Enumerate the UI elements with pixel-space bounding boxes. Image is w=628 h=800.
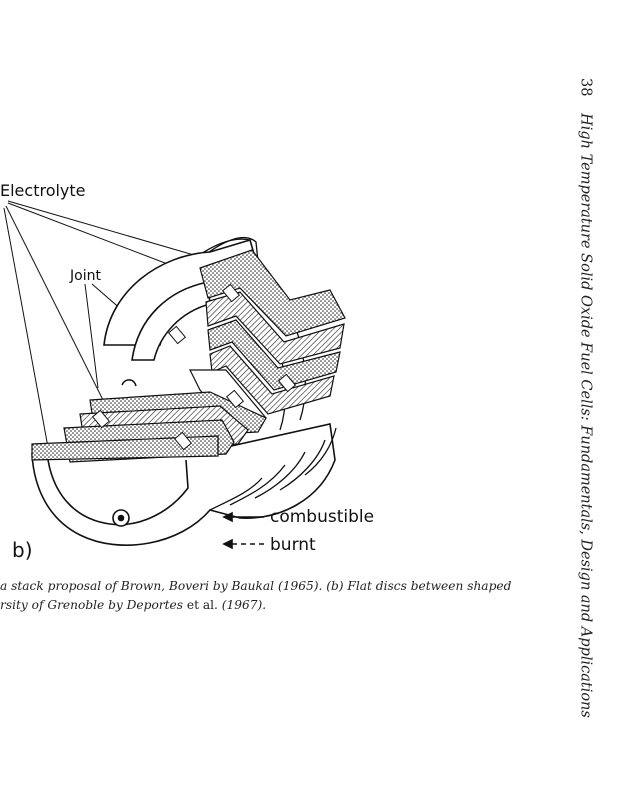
- caption-line-1: a stack proposal of Brown, Boveri by Baukal (1965). (b) Flat discs between shaped: [0, 579, 512, 593]
- caption-line-2-year: (1967).: [217, 598, 267, 612]
- caption-etal: et al.: [182, 598, 218, 612]
- book-title: High Temperature Solid Oxide Fuel Cells: Fundamentals, Design and Applications: [577, 113, 594, 718]
- burnt-label: burnt: [270, 535, 316, 555]
- running-head: [578, 78, 593, 718]
- electrolyte-label: Electrolyte: [0, 181, 86, 200]
- figure-caption: [0, 577, 540, 615]
- caption-line-2-text: rsity of Grenoble by Deportes: [0, 598, 183, 612]
- combustible-label: combustible: [270, 507, 375, 527]
- page-number: 38: [577, 78, 594, 97]
- caption-line-2: [0, 596, 540, 615]
- joint-label: Joint: [70, 268, 101, 284]
- panel-b-label: b): [12, 538, 33, 562]
